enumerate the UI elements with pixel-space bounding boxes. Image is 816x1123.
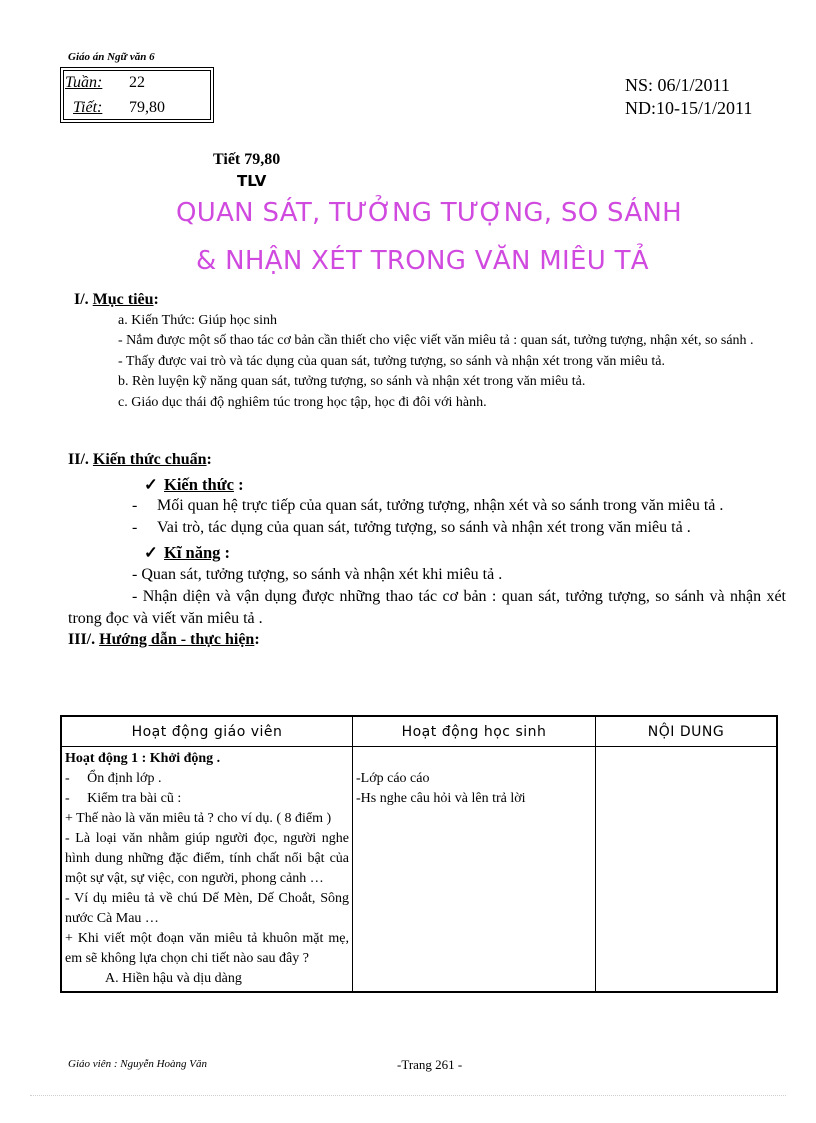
student-step: -Lớp cáo cáo [356, 771, 430, 786]
teacher-step: - Ổn định lớp . [65, 771, 162, 786]
teacher-question: + Thế nào là văn miêu tả ? cho ví dụ. ( 8 điểm ) [65, 811, 332, 826]
footer-teacher: Giáo viên : Nguyễn Hoàng Văn [68, 1058, 207, 1070]
objectives-section [68, 290, 786, 413]
compose-date: NS: 06/1/2011 [625, 75, 730, 95]
student-column-header: Hoạt động học sinh [353, 716, 596, 747]
activity-title: Hoạt động 1 : Khởi động . [65, 751, 221, 766]
lesson-title-line2: & NHẬN XÉT TRONG VĂN MIÊU TẢ [196, 246, 649, 276]
objective-a2: - Thấy được vai trò và tác dụng của quan sát, tưởng tượng, so sánh và nhận xét trong văn miêu tả. [118, 353, 666, 369]
week-label: Tuần: [65, 74, 103, 91]
skill-heading: ✓ Kĩ năng : [144, 543, 231, 562]
guide-heading: III/. Hướng dẫn - thực hiện: [68, 630, 260, 648]
period-title: Tiết 79,80 [213, 151, 281, 168]
objective-a1: - Nắm được một số thao tác cơ bản cần thiết cho việc viết văn miêu tả : quan sát, tưởng tượng, nhận xét, so sánh . [118, 333, 754, 348]
week-value: 22 [129, 74, 145, 91]
content-cell [596, 747, 778, 993]
week-row [65, 74, 145, 92]
footer-page: -Trang 261 - [397, 1057, 463, 1072]
standard-section [68, 450, 786, 650]
lesson-type: TLV [237, 172, 267, 190]
dates-block [625, 74, 752, 120]
period-value: 79,80 [129, 99, 165, 116]
teach-date: ND:10-15/1/2011 [625, 98, 753, 118]
table-header-row [61, 716, 777, 747]
knowledge-item: - Mối quan hệ trực tiếp của quan sát, tưởng tượng, nhận xét và so sánh trong văn miêu tả . [132, 497, 724, 514]
period-label: Tiết: [73, 99, 103, 116]
teacher-activity-cell [61, 747, 353, 993]
objective-a: a. Kiến Thức: Giúp học sinh [118, 312, 277, 328]
teacher-option: A. Hiền hậu và dịu dàng [105, 971, 242, 986]
period-row [65, 99, 165, 117]
student-step: -Hs nghe câu hỏi và lên trả lời [356, 791, 526, 806]
skill-item: - Quan sát, tưởng tượng, so sánh và nhận xét khi miêu tả . [132, 565, 503, 583]
objective-c: c. Giáo dục thái độ nghiêm túc trong học tập, học đi đôi với hành. [118, 394, 487, 410]
table-row [61, 747, 777, 993]
objective-b: b. Rèn luyện kỹ năng quan sát, tưởng tượng, so sánh và nhận xét trong văn miêu tả. [118, 374, 586, 389]
check-icon: ✓ [144, 474, 158, 494]
check-icon: ✓ [144, 543, 158, 562]
objectives-heading: I/. Mục tiêu: [74, 291, 159, 308]
standard-heading: II/. Kiến thức chuẩn: [68, 451, 212, 468]
week-period-box [60, 67, 214, 123]
student-activity-cell [353, 747, 596, 993]
knowledge-item: - Vai trò, tác dụng của quan sát, tưởng tượng, so sánh và nhận xét trong văn miêu tả . [132, 519, 691, 536]
lesson-table [60, 715, 778, 993]
content-column-header: NỘI DUNG [596, 716, 778, 747]
teacher-question: + Khi viết một đoạn văn miêu tả khuôn mặt mẹ, em sẽ không lựa chọn chi tiết nào sau đây ? [65, 931, 349, 966]
teacher-answer: - Là loại văn nhằm giúp người đọc, người nghe hình dung những đặc điểm, tính chất nổi bật của một sự vật, sự việc, con người, phong cảnh … [65, 831, 349, 886]
lesson-title-line1: QUAN SÁT, TƯỞNG TƯỢNG, SO SÁNH [176, 198, 683, 228]
document-name: Giáo án Ngữ văn 6 [68, 51, 155, 63]
teacher-column-header: Hoạt động giáo viên [61, 716, 353, 747]
page-divider [30, 1095, 786, 1096]
skill-item: - Nhận diện và vận dụng được những thao tác cơ bản : quan sát, tưởng tượng, so sánh và nhận xét trong đọc và viết văn miêu tả . [68, 587, 786, 627]
teacher-answer: - Ví dụ miêu tả về chú Dế Mèn, Dế Choắt, Sông nước Cà Mau … [65, 891, 349, 926]
knowledge-heading: ✓ Kiến thức : [144, 474, 244, 494]
teacher-step: - Kiểm tra bài cũ : [65, 791, 182, 806]
